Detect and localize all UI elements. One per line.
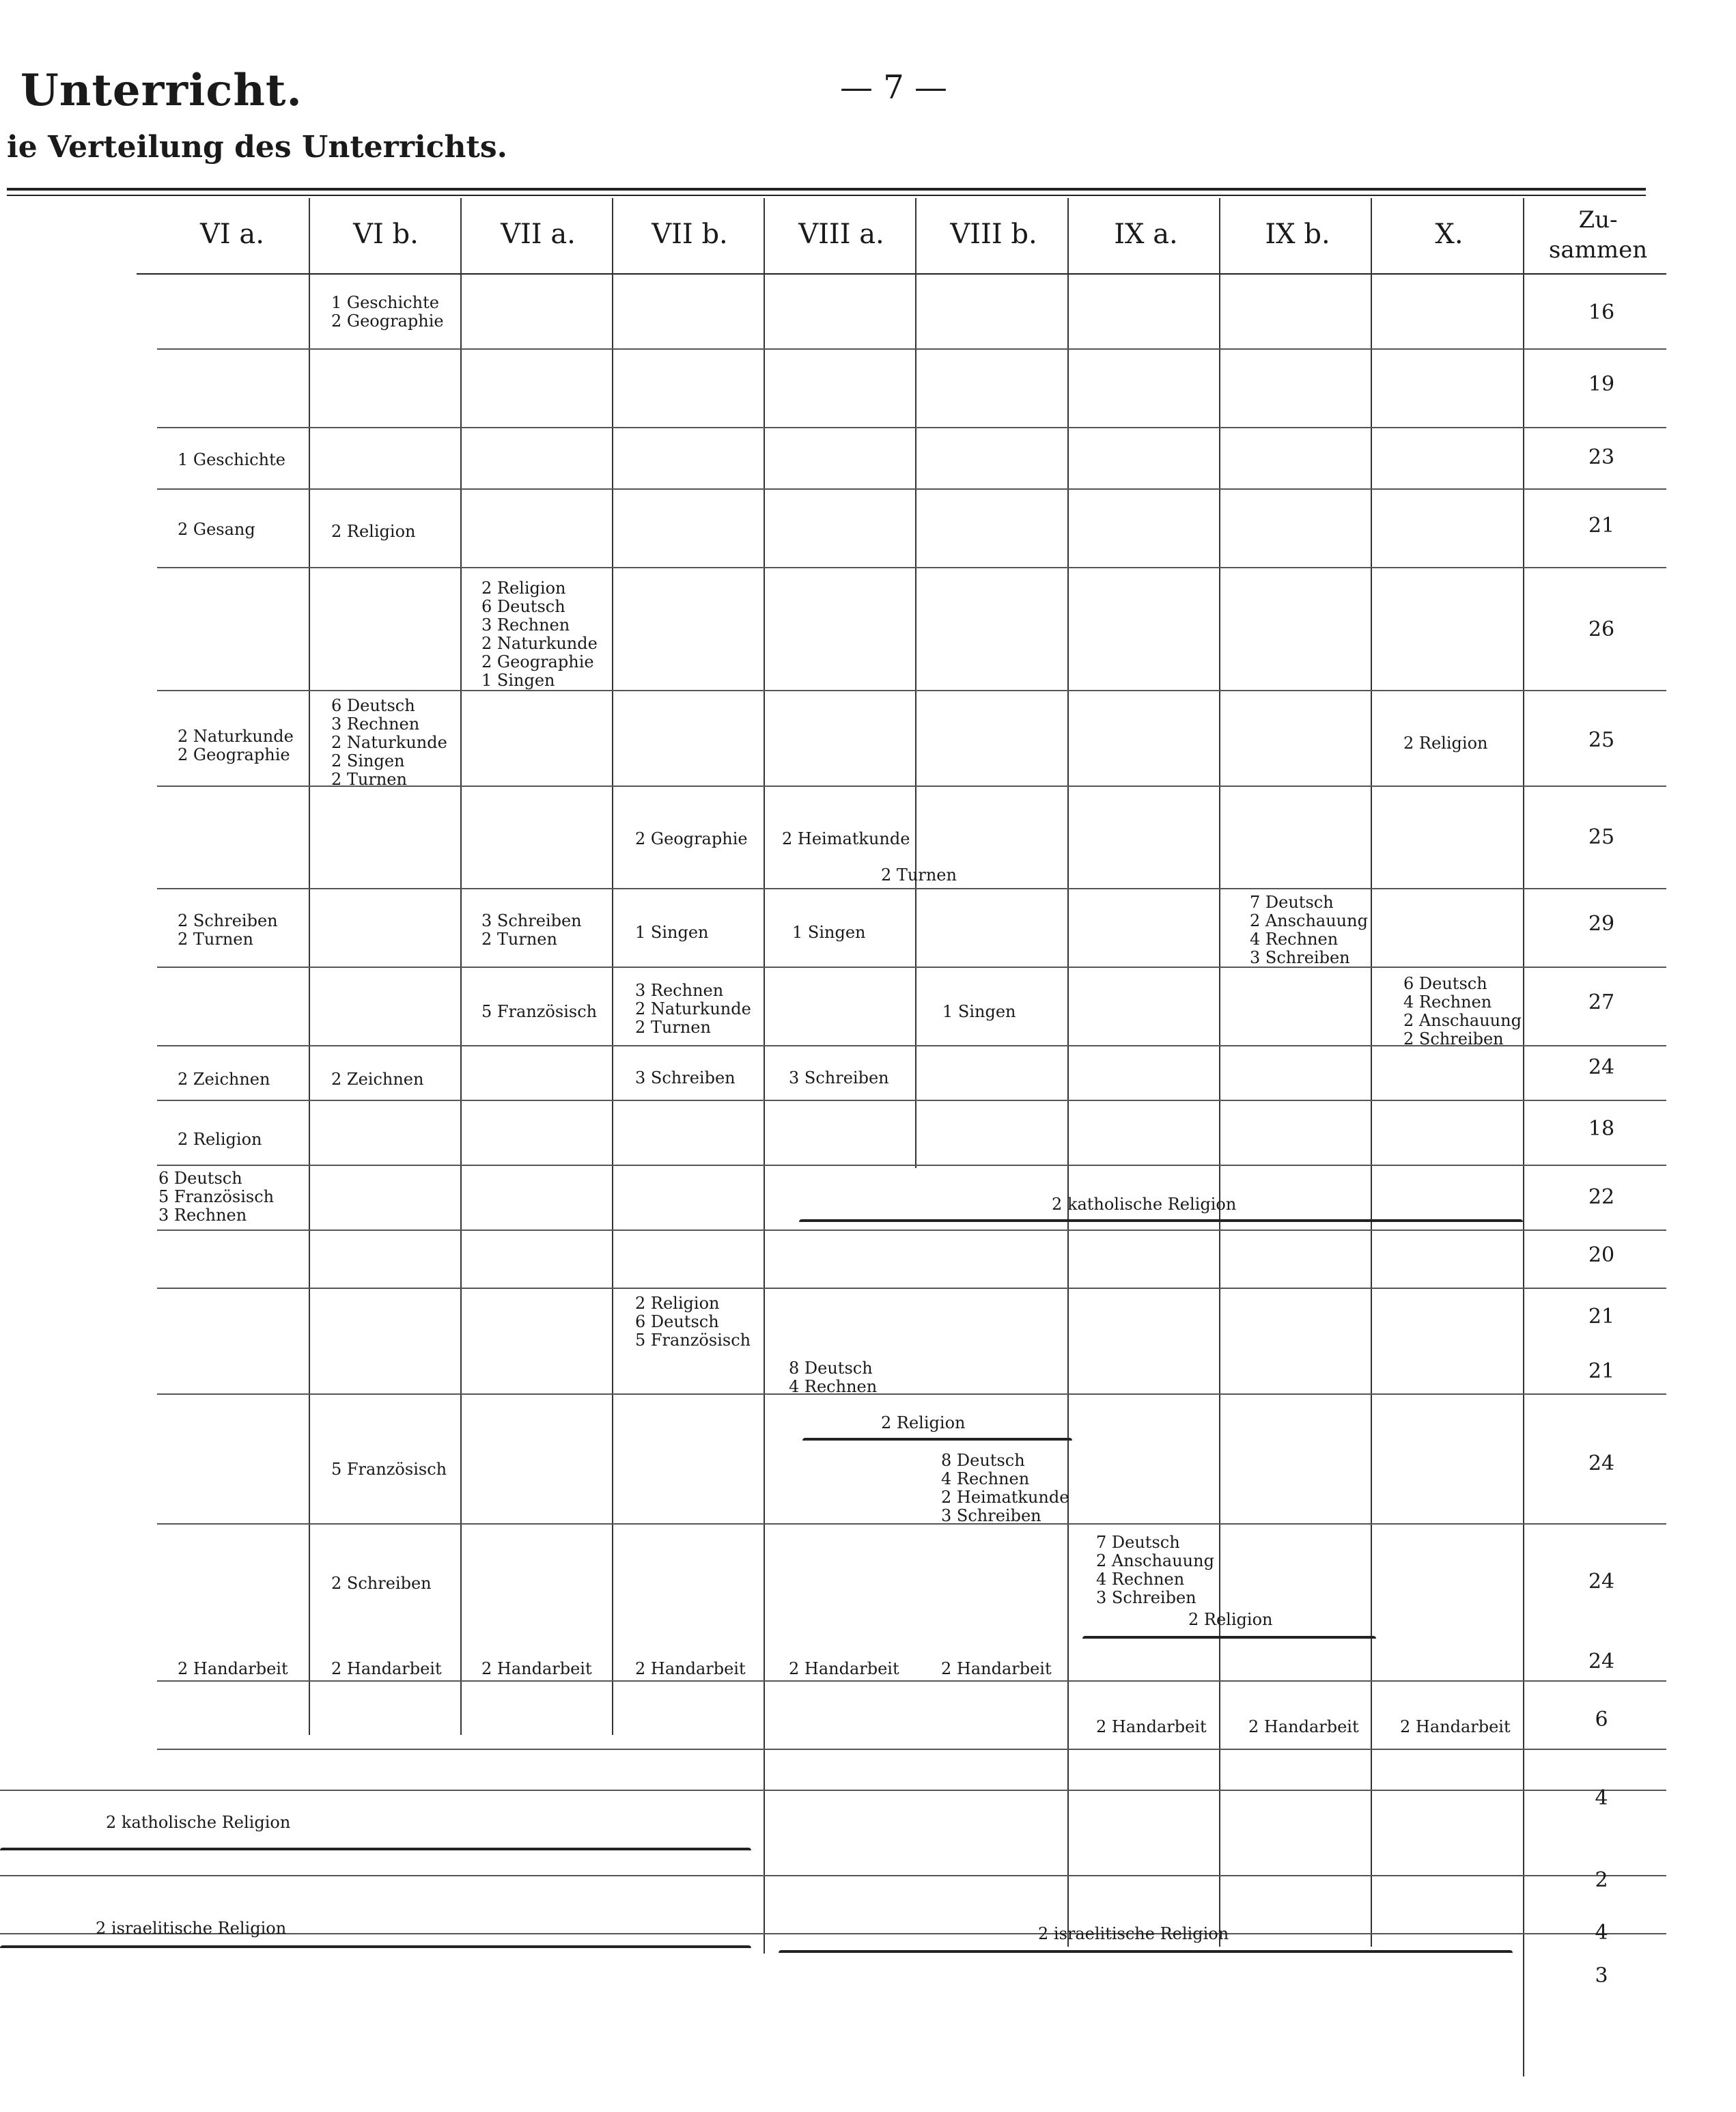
- hline: [157, 1393, 1666, 1395]
- col-head-vib: VI b.: [353, 219, 419, 250]
- vline: [915, 198, 916, 1168]
- hline: [0, 1790, 1666, 1791]
- cell-r3-via: 1 Geschichte: [178, 450, 285, 469]
- cell-r7-viib: 2 Geographie: [635, 829, 748, 848]
- cell-r18-viia: 2 Handarbeit: [481, 1659, 592, 1678]
- cell-r19-ixa: 2 Handarbeit: [1096, 1717, 1207, 1736]
- hline: [157, 488, 1666, 490]
- cell-r16-vib: 5 Französisch: [331, 1460, 447, 1479]
- page-number: — 7 —: [840, 68, 948, 107]
- hline: [157, 1229, 1666, 1231]
- cell-r9-viia: 5 Französisch: [481, 1002, 598, 1021]
- total-r21: 2: [1595, 1868, 1608, 1892]
- total-r7: 25: [1588, 825, 1615, 849]
- vline: [1067, 198, 1069, 1947]
- total-r10: 24: [1588, 1055, 1615, 1079]
- hline: [157, 1100, 1666, 1101]
- total-r8: 29: [1588, 912, 1615, 936]
- cell-r11-via: 2 Religion: [178, 1130, 262, 1149]
- hline: [157, 1288, 1666, 1289]
- cell-r22-left: 2 israelitische Religion: [96, 1919, 287, 1938]
- cell-r12-via: 6 Deutsch 5 Französisch 3 Rechnen: [158, 1169, 275, 1225]
- cell-r8-via: 2 Schreiben 2 Turnen: [178, 911, 278, 949]
- cell-r8-ixb: 7 Deutsch 2 Anschauung 4 Rechnen 3 Schreiben: [1250, 893, 1368, 967]
- col-head-via: VI a.: [200, 219, 264, 250]
- cell-r9-viiib: 1 Singen: [942, 1002, 1016, 1021]
- total-r22: 4: [1595, 1921, 1608, 1945]
- cell-r18-viib: 2 Handarbeit: [635, 1659, 746, 1678]
- cell-r18-viiia: 2 Handarbeit: [789, 1659, 899, 1678]
- col-head-viiia: VIII a.: [798, 219, 884, 250]
- cell-r20-span: 2 katholische Religion: [106, 1813, 291, 1832]
- total-r16: 24: [1588, 1451, 1615, 1475]
- cell-r1-vib: 1 Geschichte 2 Geographie: [331, 293, 444, 331]
- total-r4: 21: [1588, 514, 1615, 538]
- hline: [157, 690, 1666, 691]
- cell-r5-viia: 2 Religion 6 Deutsch 3 Rechnen 2 Naturkunde 2 Geographie 1 Singen: [481, 579, 598, 690]
- cell-r22-right: 2 israelitische Religion: [1038, 1924, 1229, 1943]
- col-head-zusammen: Zu- sammen: [1548, 206, 1648, 264]
- brace-r17: [1082, 1636, 1376, 1641]
- hline: [157, 567, 1666, 568]
- cell-r4-vib: 2 Religion: [331, 522, 416, 541]
- cell-r7-span: 2 Turnen: [881, 865, 957, 885]
- total-r23: 3: [1595, 1964, 1608, 1988]
- col-head-x: X.: [1435, 219, 1464, 250]
- brace-r16: [802, 1438, 1072, 1443]
- cell-r18-viiib: 2 Handarbeit: [941, 1659, 1052, 1678]
- cell-r17-span: 2 Religion: [1188, 1610, 1273, 1629]
- top-rule-thin: [7, 195, 1646, 196]
- hline: [157, 1680, 1666, 1682]
- cell-r10-via: 2 Zeichnen: [178, 1070, 270, 1089]
- cell-r9-x: 6 Deutsch 4 Rechnen 2 Anschauung 2 Schreiben: [1403, 974, 1522, 1048]
- cell-r6-x: 2 Religion: [1403, 734, 1488, 753]
- top-rule: [7, 188, 1646, 191]
- total-r15: 21: [1588, 1359, 1615, 1383]
- brace-r22-right: [779, 1950, 1513, 1956]
- brace-r12: [799, 1219, 1523, 1225]
- cell-r16-span: 2 Religion: [881, 1413, 966, 1432]
- total-r20: 4: [1595, 1786, 1608, 1810]
- col-head-viiib: VIII b.: [950, 219, 1037, 250]
- hline: [157, 1749, 1666, 1750]
- total-r11: 18: [1588, 1117, 1615, 1141]
- total-r9: 27: [1588, 990, 1615, 1014]
- total-r5: 26: [1588, 617, 1615, 641]
- total-r17: 24: [1588, 1570, 1615, 1594]
- cell-r8-viiia: 1 Singen: [792, 923, 866, 942]
- total-r2: 19: [1588, 372, 1615, 396]
- brace-r22-left: [0, 1945, 751, 1951]
- hline: [157, 967, 1666, 968]
- cell-r18-vib: 2 Handarbeit: [331, 1659, 442, 1678]
- cell-r14-viib: 2 Religion 6 Deutsch 5 Französisch: [635, 1294, 751, 1350]
- col-head-viib: VII b.: [652, 219, 728, 250]
- total-r3: 23: [1588, 445, 1615, 469]
- total-r6: 25: [1588, 728, 1615, 752]
- total-r12: 22: [1588, 1185, 1615, 1209]
- col-head-ixa: IX a.: [1114, 219, 1178, 250]
- cell-r17-ixa: 7 Deutsch 2 Anschauung 4 Rechnen 3 Schreiben: [1096, 1533, 1214, 1607]
- cell-r16-viiib: 8 Deutsch 4 Rechnen 2 Heimatkunde 3 Schreiben: [941, 1451, 1069, 1525]
- total-r14: 21: [1588, 1305, 1615, 1329]
- vline: [1523, 198, 1524, 2076]
- cell-r10-viiia: 3 Schreiben: [789, 1068, 889, 1087]
- cell-r9-viib: 3 Rechnen 2 Naturkunde 2 Turnen: [635, 981, 751, 1037]
- hline: [157, 427, 1666, 428]
- cell-r12-span: 2 katholische Religion: [1052, 1195, 1237, 1214]
- header-rule: [137, 273, 1666, 275]
- hline: [157, 1523, 1666, 1525]
- cell-r19-x: 2 Handarbeit: [1400, 1717, 1511, 1736]
- page-title: Unterricht.: [20, 65, 303, 116]
- hline: [157, 348, 1666, 350]
- total-r13: 20: [1588, 1243, 1615, 1267]
- vline: [1219, 198, 1220, 1947]
- cell-r6-vib: 6 Deutsch 3 Rechnen 2 Naturkunde 2 Singen 2 Turnen: [331, 696, 447, 789]
- cell-r6-via: 2 Naturkunde 2 Geographie: [178, 727, 294, 764]
- cell-r4-via: 2 Gesang: [178, 520, 255, 539]
- hline: [0, 1875, 1666, 1876]
- page-subtitle: ie Verteilung des Unterrichts.: [7, 130, 507, 165]
- vline: [1371, 198, 1372, 1947]
- total-r18: 24: [1588, 1650, 1615, 1673]
- vline: [764, 198, 765, 1954]
- cell-r19-ixb: 2 Handarbeit: [1248, 1717, 1359, 1736]
- cell-r7-viiia: 2 Heimatkunde: [782, 829, 910, 848]
- cell-r15-viiia: 8 Deutsch 4 Rechnen: [789, 1359, 878, 1396]
- cell-r17-vib: 2 Schreiben: [331, 1574, 432, 1593]
- cell-r8-viib: 1 Singen: [635, 923, 709, 942]
- cell-r18-via: 2 Handarbeit: [178, 1659, 288, 1678]
- cell-r8-viia: 3 Schreiben 2 Turnen: [481, 911, 582, 949]
- cell-r10-vib: 2 Zeichnen: [331, 1070, 424, 1089]
- total-r1: 16: [1588, 301, 1615, 324]
- total-r19: 6: [1595, 1708, 1608, 1732]
- col-head-ixb: IX b.: [1265, 219, 1330, 250]
- hline: [157, 888, 1666, 889]
- hline: [157, 1165, 1666, 1166]
- col-head-viia: VII a.: [501, 219, 576, 250]
- cell-r10-viib: 3 Schreiben: [635, 1068, 736, 1087]
- brace-r20: [0, 1848, 751, 1853]
